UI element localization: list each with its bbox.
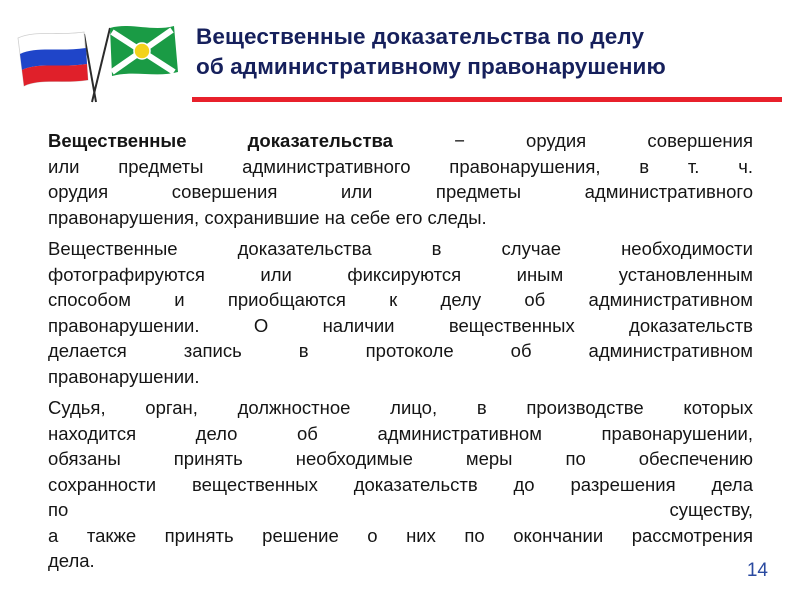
title-line-1: Вещественные доказательства по делу: [196, 24, 645, 49]
para-3-line-3: обязаны принять необходимые меры по обеспечению: [48, 448, 753, 469]
flags-emblem: [14, 14, 184, 104]
para-3-line-6: а также принять решение о них по окончании рассмотрения: [48, 524, 753, 546]
para-2-line-5: делается запись в протоколе об административном: [48, 340, 753, 361]
para-2-line-2: фотографируются или фиксируются иным установленным: [48, 263, 753, 285]
para-2-line-3: способом и приобщаются к делу об административном: [48, 289, 753, 310]
slide-content: [48, 128, 753, 580]
para-3-line-1: Судья, орган, должностное лицо, в производстве которых: [48, 397, 753, 418]
paragraph-definition: [48, 128, 753, 230]
para-2-line-6: правонарушении.: [48, 365, 200, 387]
para-3-line-2: находится дело об административном правонарушении,: [48, 422, 753, 444]
para-2-line-1: Вещественные доказательства в случае необходимости: [48, 238, 753, 259]
para-1-line-4: правонарушения, сохранившие на себе его следы.: [48, 206, 487, 228]
term-bold: Вещественные доказательства: [48, 130, 393, 151]
para-2-line-4: правонарушении. О наличии вещественных доказательств: [48, 314, 753, 336]
para-3-line-5: по существу,: [48, 499, 753, 520]
para-3-line-7: дела.: [48, 550, 95, 571]
title-underline: [192, 97, 782, 102]
para-1-line-2: или предметы административного правонарушения, в т. ч.: [48, 155, 753, 177]
customs-flag-icon: [92, 26, 178, 102]
page-number: 14: [746, 560, 768, 581]
para-1-line-1: Вещественные доказательства − орудия совершения: [48, 130, 753, 151]
paragraph-fixation: [48, 236, 753, 389]
title-line-2: об административному правонарушению: [196, 54, 666, 79]
slide-title: [196, 22, 786, 82]
russia-flag-icon: [18, 32, 96, 102]
para-1-line-3: орудия совершения или предметы административного: [48, 181, 753, 202]
para-3-line-4: сохранности вещественных доказательств до разрешения дела: [48, 473, 753, 495]
paragraph-preservation: [48, 395, 753, 574]
